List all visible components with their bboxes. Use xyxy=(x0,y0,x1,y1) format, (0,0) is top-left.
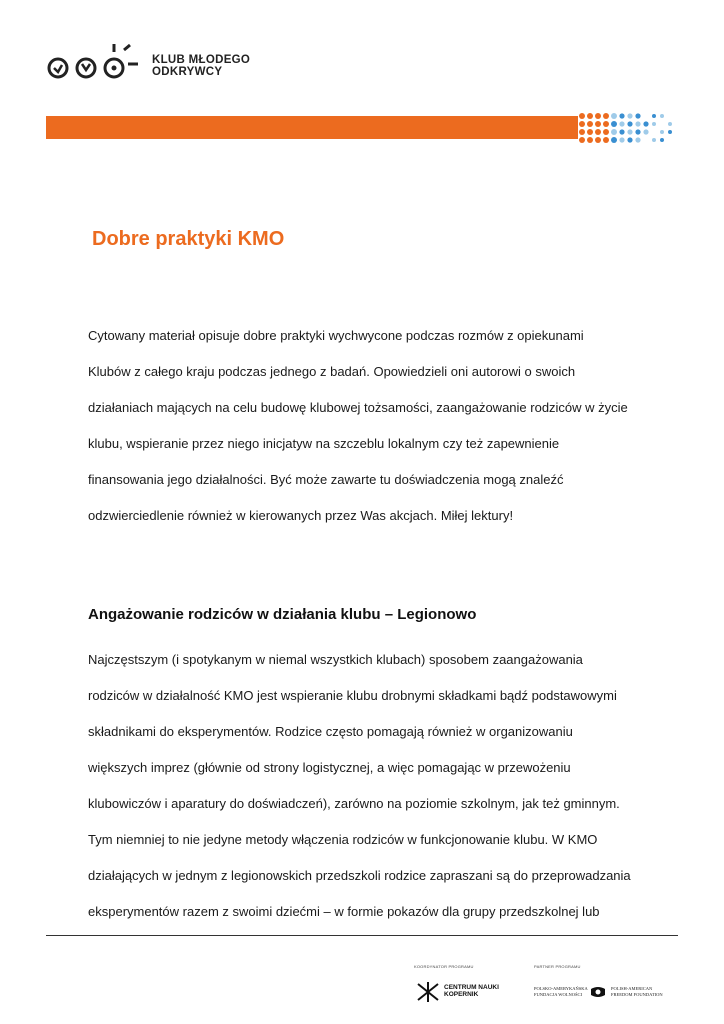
header-orange-band xyxy=(46,116,578,139)
logo-line-2: ODKRYWCY xyxy=(152,66,223,78)
section-line: eksperymentów razem z swoimi dziećmi – w formie pokazów dla grupy przedszkolnej lub xyxy=(88,904,600,919)
paf-pl-line-2: FUNDACJA WOLNOŚCI xyxy=(534,992,583,997)
section-line: Najczęstszym (i spotykanym w niemal wszystkich klubach) sposobem zaangażowania xyxy=(88,652,583,667)
section-heading: Angażowanie rodziców w działania klubu – Legionowo xyxy=(88,606,477,623)
intro-line: Klubów z całego kraju podczas jednego z badań. Opowiedzieli oni autorowi o swoich xyxy=(88,364,576,379)
paf-en-line-1: POLISH-AMERICAN xyxy=(611,986,653,991)
paf-emblem-icon xyxy=(590,985,606,999)
coordinator-label: KOORDYNATOR PROGRAMU xyxy=(414,964,474,969)
kmo-logo-mark-icon xyxy=(46,40,150,84)
document-title: Dobre praktyki KMO xyxy=(92,228,285,250)
cnk-line-1: CENTRUM NAUKI xyxy=(444,984,499,991)
intro-line: klubu, wspieranie przez niego inicjatyw na szczeblu lokalnym czy też zapewnienie xyxy=(88,436,560,451)
paf-english-name xyxy=(611,986,663,998)
section-line: składnikami do eksperymentów. Rodzice często pomagają również w organizowaniu xyxy=(88,724,573,739)
section-line: rodziców w działalność KMO jest wspieranie klubu drobnymi składkami bądź podstawowymi xyxy=(88,688,617,703)
partner-label: PARTNER PROGRAMU xyxy=(534,964,581,969)
paf-polish-name xyxy=(534,986,588,998)
intro-line: Cytowany materiał opisuje dobre praktyki wychwycone podczas rozmów z opiekunami xyxy=(88,328,584,343)
dot-pattern-icon xyxy=(578,112,678,144)
section-line: klubowiczów i aparatury do doświadczeń), zarówno na poziomie szkolnym, jak też gminnym. xyxy=(88,796,620,811)
cnk-line-2: KOPERNIK xyxy=(444,991,479,998)
logo-wordmark xyxy=(152,54,250,78)
paf-en-line-2: FREEDOM FOUNDATION xyxy=(611,992,663,997)
intro-line: finansowania jego działalności. Być może zawarte tu doświadczenia mogą znaleźć xyxy=(88,472,564,487)
footer-divider xyxy=(46,935,678,936)
section-line: działających w jednym z legionowskich przedszkoli rodzice zapraszani są do przeprowadzania xyxy=(88,868,631,883)
section-line: Tym niemniej to nie jedyne metody włączenia rodziców w funkcjonowanie klubu. W KMO xyxy=(88,832,598,847)
intro-line: działaniach mających na celu budowę klubowej tożsamości, zaangażowanie rodziców w życie xyxy=(88,400,628,415)
paf-pl-line-1: POLSKO-AMERYKAŃSKA xyxy=(534,986,588,991)
intro-paragraph xyxy=(88,318,668,534)
logo-line-1: KLUB MŁODEGO xyxy=(152,54,251,66)
cnk-wordmark xyxy=(444,984,499,998)
section-paragraph xyxy=(88,642,668,930)
section-line: większych imprez (głównie od strony logistycznej, a więc pomagając w przewożeniu xyxy=(88,760,571,775)
kmo-logo xyxy=(46,40,251,84)
intro-line: odzwierciedlenie również w kierowanych przez Was akcjach. Miłej lektury! xyxy=(88,508,514,523)
